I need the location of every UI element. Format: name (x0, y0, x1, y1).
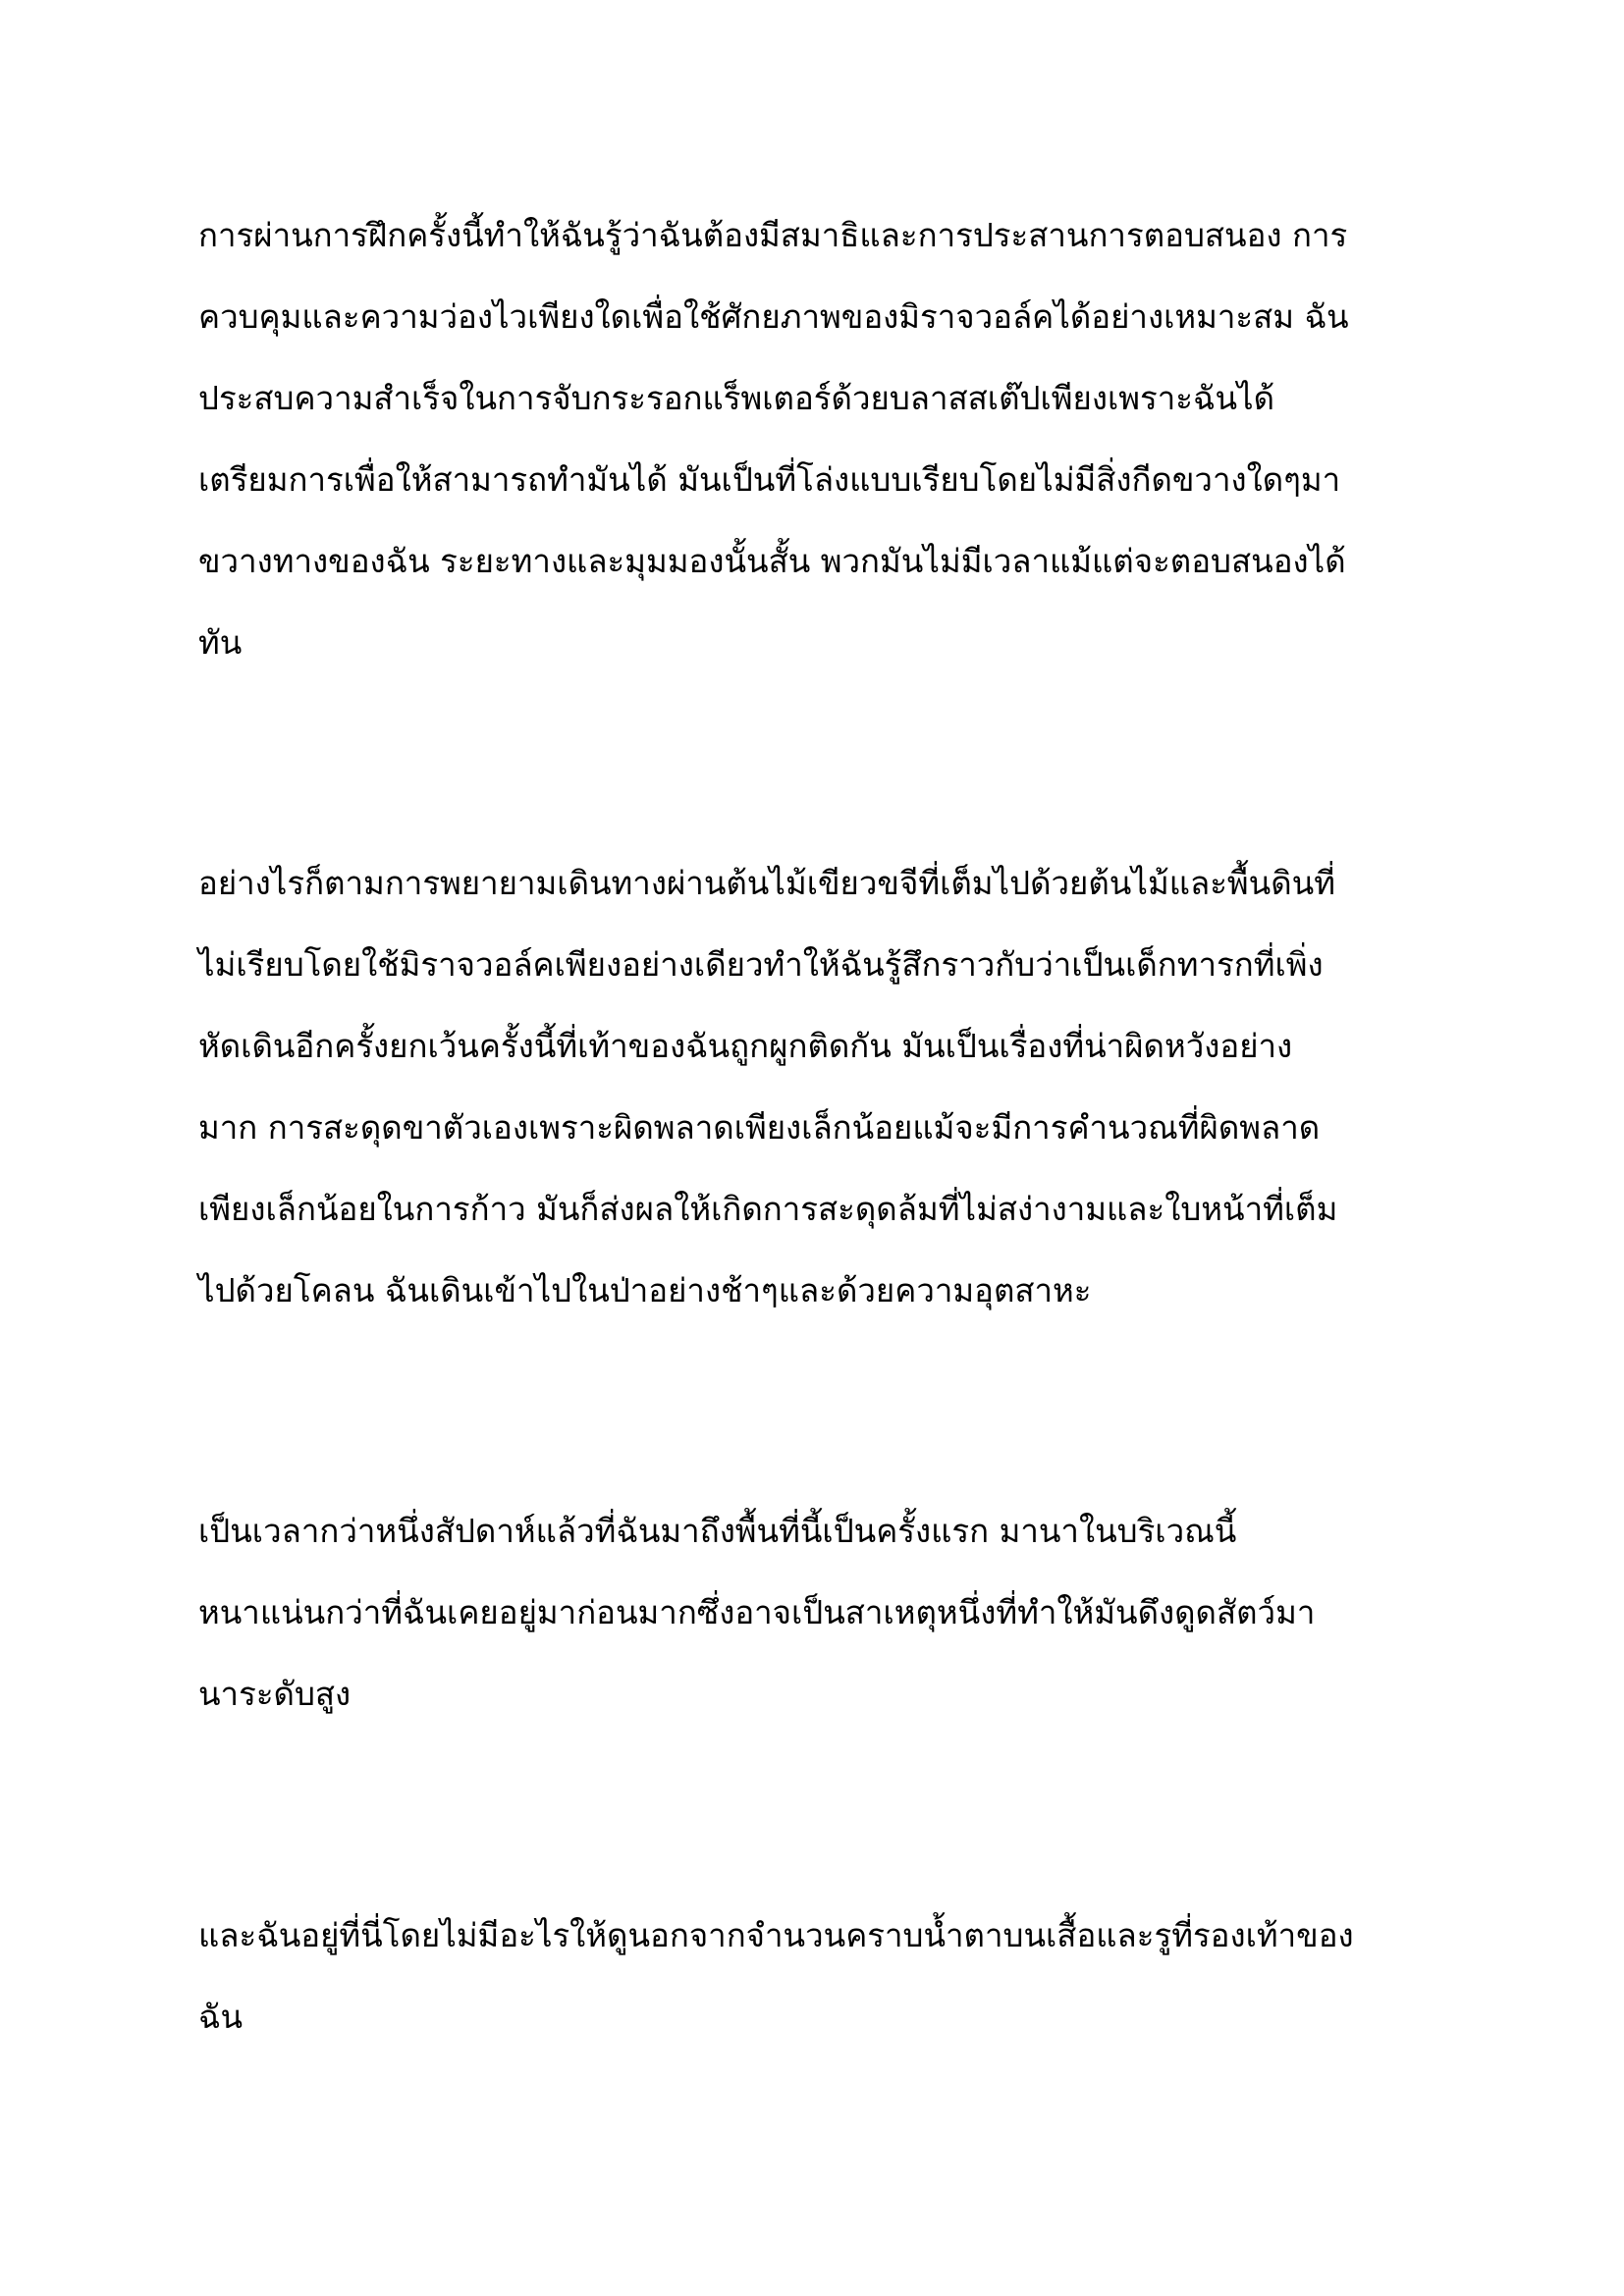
paragraph-line: หัดเดินอีกครั้งยกเว้นครั้งนี้ที่เท้าของฉันถูกผูกติดกัน มันเป็นเรื่องที่น่าผิดหวังอย่าง (198, 1027, 1293, 1065)
paragraph-1 (198, 194, 1475, 683)
paragraph-line: มาก การสะดุดขาตัวเองเพราะผิดพลาดเพียงเล็กน้อยแม้จะมีการคำนวณที่ผิดพลาด (198, 1108, 1321, 1147)
paragraph-line: ฉัน (198, 1998, 244, 2036)
paragraph-line: นาระดับสูง (198, 1675, 352, 1713)
paragraph-line: หนาแน่นกว่าที่ฉันเคยอยู่มาก่อนมากซึ่งอาจเป็นสาเหตุหนึ่งที่ทำให้มันดึงดูดสัตว์มา (198, 1593, 1316, 1631)
paragraph-line: เป็นเวลากว่าหนึ่งสัปดาห์แล้วที่ฉันมาถึงพื้นที่นี้เป็นครั้งแรก มานาในบริเวณนี้ (198, 1512, 1237, 1550)
paragraph-2 (198, 842, 1475, 1331)
paragraph-line: การผ่านการฝึกครั้งนี้ทำให้ฉันรู้ว่าฉันต้องมีสมาธิและการประสานการตอบสนอง การ (198, 216, 1348, 254)
paragraph-line: ไม่เรียบโดยใช้มิราจวอล์คเพียงอย่างเดียวทำให้ฉันรู้สึกราวกับว่าเป็นเด็กทารกที่เพิ่ง (198, 945, 1324, 984)
paragraph-4 (198, 1895, 1475, 2057)
paragraph-line: ขวางทางของฉัน ระยะทางและมุมมองนั้นสั้น พวกมันไม่มีเวลาแม้แต่จะตอบสนองได้ (198, 542, 1346, 580)
paragraph-line: ประสบความสำเร็จในการจับกระรอกแร็พเตอร์ด้วยบลาสสเต๊ปเพียงเพราะฉันได้ (198, 379, 1275, 417)
paragraph-line: เตรียมการเพื่อให้สามารถทำมันได้ มันเป็นที่โล่งแบบเรียบโดยไม่มีสิ่งกีดขวางใดๆมา (198, 460, 1341, 499)
paragraph-line: และฉันอยู่ที่นี่โดยไม่มีอะไรให้ดูนอกจากจำนวนคราบน้ำตาบนเสื้อและรูที่รองเท้าของ (198, 1916, 1354, 1954)
paragraph-3 (198, 1490, 1475, 1735)
paragraph-line: อย่างไรก็ตามการพยายามเดินทางผ่านต้นไม้เขียวขจีที่เต็มไปด้วยต้นไม้และพื้นดินที่ (198, 864, 1335, 902)
paragraph-line: ควบคุมและความว่องไวเพียงใดเพื่อใช้ศักยภาพของมิราจวอล์คได้อย่างเหมาะสม ฉัน (198, 297, 1349, 336)
paragraph-line: ไปด้วยโคลน ฉันเดินเข้าไปในป่าอย่างช้าๆและด้วยความอุตสาหะ (198, 1271, 1092, 1309)
paragraph-line: เพียงเล็กน้อยในการก้าว มันก็ส่งผลให้เกิดการสะดุดล้มที่ไม่สง่างามและใบหน้าที่เต็ม (198, 1190, 1338, 1228)
paragraph-line: ทัน (198, 623, 243, 662)
